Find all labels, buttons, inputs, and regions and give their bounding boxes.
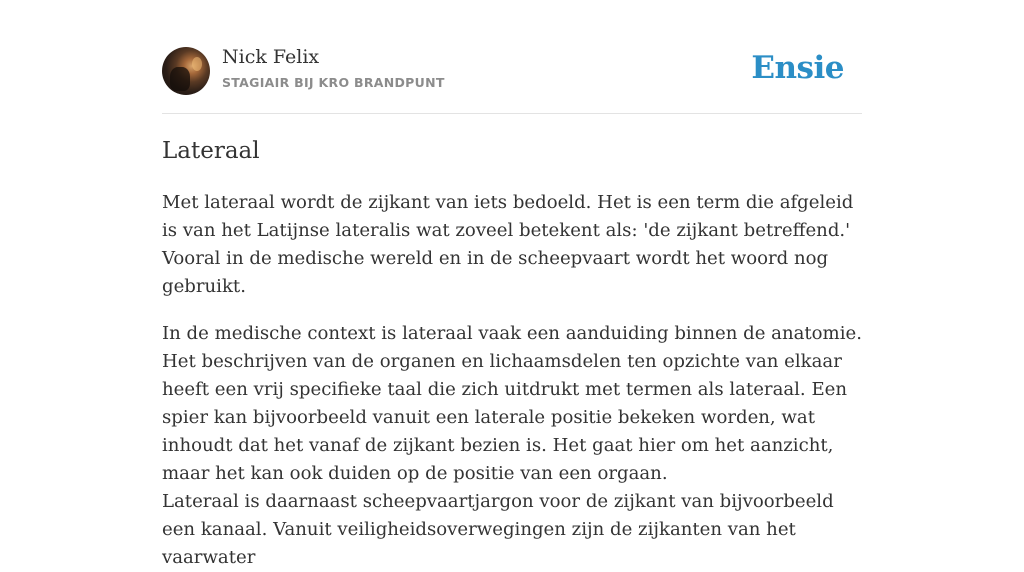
author-header: [162, 0, 862, 114]
author-name[interactable]: Nick Felix: [222, 46, 320, 68]
article-column: [162, 0, 862, 568]
ensie-logo[interactable]: Ensie: [751, 50, 844, 86]
paragraph-shipping: Lateraal is daarnaast scheepvaartjargon voor de zijkant van bijvoorbeeld een kanaal. Vanuit veiligheidsoverwegingen zijn de zijkanten van het vaarwater: [162, 491, 834, 568]
avatar-figure: [170, 67, 190, 91]
paragraph-intro: Met lateraal wordt de zijkant van iets bedoeld. Het is een term die afgeleid is van het Latijnse lateralis wat zoveel betekent als: 'de zijkant betreffend.' Vooral in de medische wereld en in de scheepvaart wordt het woord nog gebruikt.: [162, 192, 854, 297]
paragraph-medical: In de medische context is lateraal vaak een aanduiding binnen de anatomie. Het beschrijven van de organen en lichaamsdelen ten opzichte van elkaar heeft een vrij specifieke taal die zich uitdrukt met termen als lateraal. Een spier kan bijvoorbeeld vanuit een laterale positie bekeken worden, wat inhoudt dat het vanaf de zijkant bezien is. Het gaat hier om het aanzicht, maar het kan ook duiden op de positie van een orgaan.: [162, 323, 862, 484]
article-body: [162, 189, 862, 572]
avatar-light: [192, 57, 202, 71]
author-role: STAGIAIR BIJ KRO BRANDPUNT: [222, 75, 445, 90]
article-title: Lateraal: [162, 138, 260, 164]
author-avatar[interactable]: [162, 47, 210, 95]
